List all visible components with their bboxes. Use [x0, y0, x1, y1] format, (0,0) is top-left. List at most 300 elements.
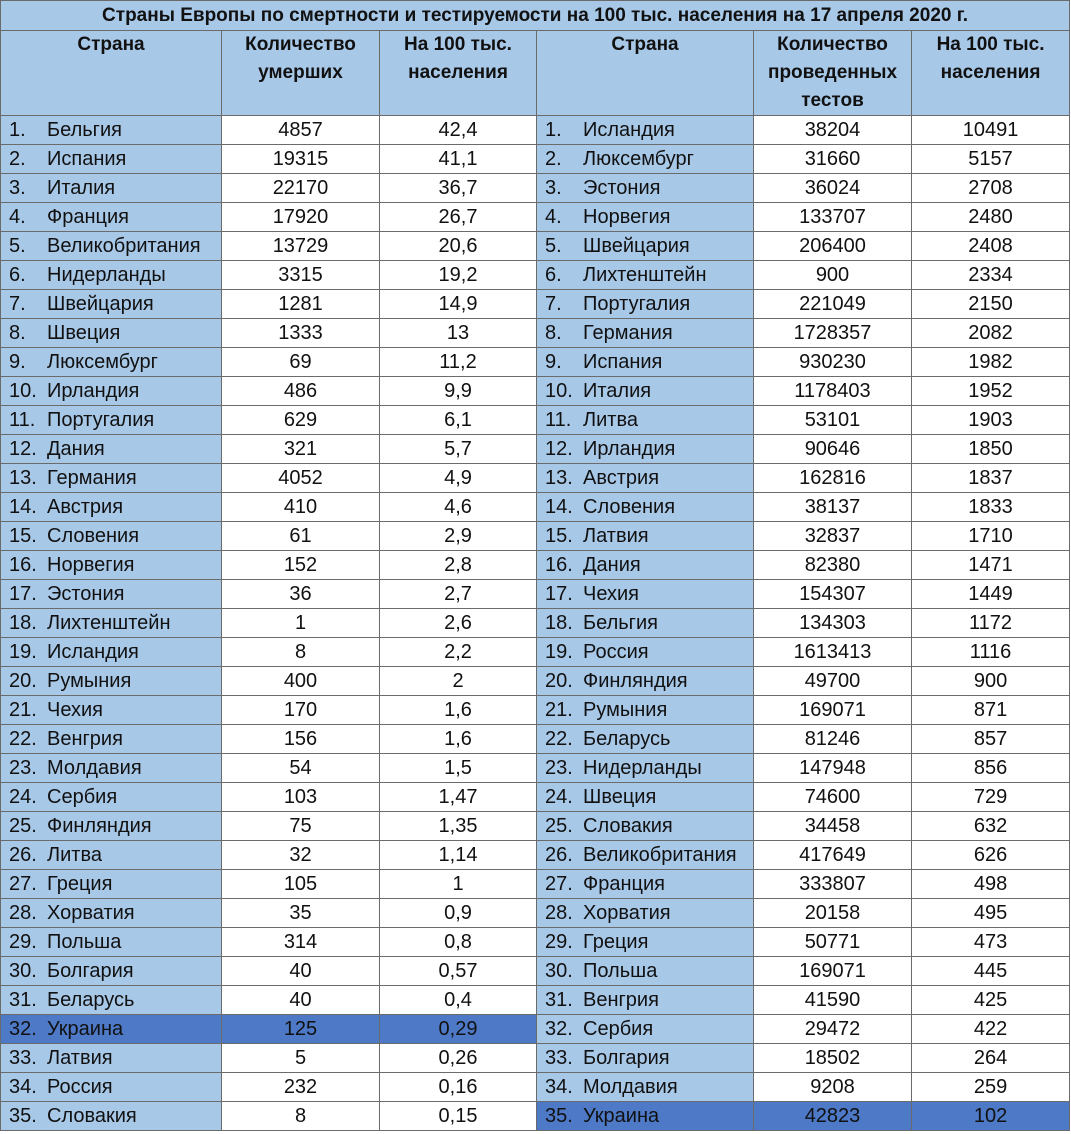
right-country-name: Молдавия [583, 1076, 678, 1098]
right-rank: 30. [545, 960, 573, 982]
left-country-cell [1, 841, 222, 870]
right-per100k-value: 871 [912, 696, 1070, 725]
left-rank: 30. [9, 960, 37, 982]
right-rank: 23. [545, 757, 573, 779]
right-rank: 19. [545, 641, 573, 663]
left-deaths-value: 103 [222, 783, 380, 812]
right-rank: 11. [545, 409, 572, 431]
left-country-name: Литва [47, 844, 102, 866]
left-rank: 6. [9, 264, 26, 286]
left-country-name: Беларусь [47, 989, 135, 1011]
right-country-cell [537, 464, 754, 493]
left-deaths-value: 17920 [222, 203, 380, 232]
left-deaths-value: 40 [222, 957, 380, 986]
left-country-cell [1, 609, 222, 638]
right-country-name: Австрия [583, 467, 660, 489]
right-tests-value: 930230 [754, 348, 912, 377]
table-row [1, 725, 1070, 754]
table-title: Страны Европы по смертности и тестируемости на 100 тыс. населения на 17 апреля 2020 г. [1, 1, 1070, 31]
right-per100k-value: 857 [912, 725, 1070, 754]
table-row [1, 580, 1070, 609]
left-country-name: Лихтенштейн [47, 612, 171, 634]
right-rank: 2. [545, 148, 562, 170]
left-rank: 11. [9, 409, 36, 431]
left-per100k-value: 0,8 [380, 928, 537, 957]
right-per100k-value: 2150 [912, 290, 1070, 319]
left-country-name: Нидерланды [47, 264, 166, 286]
left-rank: 33. [9, 1047, 37, 1069]
left-country-cell [1, 783, 222, 812]
left-country-name: Италия [47, 177, 116, 199]
left-country-cell [1, 174, 222, 203]
left-deaths-value: 61 [222, 522, 380, 551]
left-per100k-value: 2,6 [380, 609, 537, 638]
right-country-cell [537, 783, 754, 812]
right-tests-value: 32837 [754, 522, 912, 551]
right-rank: 27. [545, 873, 573, 895]
left-per100k-value: 0,16 [380, 1073, 537, 1102]
left-rank: 13. [9, 467, 37, 489]
left-country-cell [1, 435, 222, 464]
header-right-country: Страна [537, 31, 754, 116]
right-tests-value: 133707 [754, 203, 912, 232]
right-country-name: Лихтенштейн [583, 264, 707, 286]
left-rank: 10. [9, 380, 37, 402]
left-per100k-value: 1,47 [380, 783, 537, 812]
left-per100k-value: 0,29 [380, 1015, 537, 1044]
right-per100k-value: 729 [912, 783, 1070, 812]
table-row [1, 783, 1070, 812]
table-row [1, 1073, 1070, 1102]
right-rank: 5. [545, 235, 562, 257]
right-per100k-value: 5157 [912, 145, 1070, 174]
left-rank: 23. [9, 757, 37, 779]
left-rank: 12. [9, 438, 37, 460]
right-rank: 13. [545, 467, 573, 489]
table-row [1, 319, 1070, 348]
left-deaths-value: 4052 [222, 464, 380, 493]
left-country-cell [1, 696, 222, 725]
left-country-cell [1, 406, 222, 435]
table-row [1, 812, 1070, 841]
left-country-name: Сербия [47, 786, 118, 808]
right-tests-value: 154307 [754, 580, 912, 609]
right-country-name: Норвегия [583, 206, 671, 228]
left-country-name: Великобритания [47, 235, 201, 257]
right-per100k-value: 259 [912, 1073, 1070, 1102]
left-country-name: Германия [47, 467, 137, 489]
left-deaths-value: 629 [222, 406, 380, 435]
right-rank: 4. [545, 206, 562, 228]
right-rank: 14. [545, 496, 573, 518]
left-rank: 18. [9, 612, 37, 634]
left-per100k-value: 2,8 [380, 551, 537, 580]
table-row [1, 493, 1070, 522]
left-per100k-value: 19,2 [380, 261, 537, 290]
left-per100k-value: 1,5 [380, 754, 537, 783]
table-row [1, 203, 1070, 232]
left-per100k-value: 42,4 [380, 116, 537, 145]
right-country-name: Италия [583, 380, 652, 402]
left-deaths-value: 5 [222, 1044, 380, 1073]
table-row [1, 232, 1070, 261]
left-deaths-value: 170 [222, 696, 380, 725]
right-tests-value: 82380 [754, 551, 912, 580]
left-deaths-value: 36 [222, 580, 380, 609]
left-country-cell [1, 1044, 222, 1073]
left-per100k-value: 0,57 [380, 957, 537, 986]
table-row [1, 435, 1070, 464]
right-rank: 12. [545, 438, 573, 460]
right-per100k-value: 425 [912, 986, 1070, 1015]
left-per100k-value: 4,6 [380, 493, 537, 522]
table-row [1, 841, 1070, 870]
right-tests-value: 206400 [754, 232, 912, 261]
right-country-cell [537, 406, 754, 435]
right-tests-value: 49700 [754, 667, 912, 696]
left-country-name: Словения [47, 525, 140, 547]
left-deaths-value: 486 [222, 377, 380, 406]
right-rank: 6. [545, 264, 562, 286]
right-tests-value: 90646 [754, 435, 912, 464]
left-country-name: Швеция [47, 322, 121, 344]
left-rank: 7. [9, 293, 26, 315]
left-country-name: Люксембург [47, 351, 158, 373]
right-rank: 16. [545, 554, 573, 576]
left-per100k-value: 0,4 [380, 986, 537, 1015]
left-rank: 2. [9, 148, 26, 170]
left-per100k-value: 6,1 [380, 406, 537, 435]
right-per100k-value: 1850 [912, 435, 1070, 464]
left-rank: 25. [9, 815, 37, 837]
header-left-per100k: На 100 тыс. населения [380, 31, 537, 116]
left-deaths-value: 232 [222, 1073, 380, 1102]
right-tests-value: 162816 [754, 464, 912, 493]
left-per100k-value: 1,35 [380, 812, 537, 841]
left-deaths-value: 4857 [222, 116, 380, 145]
left-rank: 28. [9, 902, 37, 924]
right-rank: 17. [545, 583, 573, 605]
right-per100k-value: 1471 [912, 551, 1070, 580]
table-row [1, 1102, 1070, 1131]
table-row [1, 174, 1070, 203]
right-per100k-value: 1449 [912, 580, 1070, 609]
right-country-cell [537, 638, 754, 667]
right-tests-value: 169071 [754, 957, 912, 986]
right-country-cell [537, 609, 754, 638]
right-country-cell [537, 348, 754, 377]
right-country-name: Швейцария [583, 235, 690, 257]
right-per100k-value: 1116 [912, 638, 1070, 667]
right-country-name: Латвия [583, 525, 649, 547]
left-rank: 1. [9, 119, 26, 141]
right-tests-value: 221049 [754, 290, 912, 319]
left-rank: 19. [9, 641, 37, 663]
right-per100k-value: 10491 [912, 116, 1070, 145]
table-row [1, 638, 1070, 667]
left-deaths-value: 1 [222, 609, 380, 638]
right-tests-value: 38204 [754, 116, 912, 145]
right-rank: 22. [545, 728, 573, 750]
left-rank: 22. [9, 728, 37, 750]
left-country-cell [1, 638, 222, 667]
right-rank: 29. [545, 931, 573, 953]
left-country-name: Чехия [47, 699, 104, 721]
right-rank: 18. [545, 612, 573, 634]
table-row [1, 551, 1070, 580]
left-per100k-value: 5,7 [380, 435, 537, 464]
left-per100k-value: 20,6 [380, 232, 537, 261]
left-rank: 8. [9, 322, 26, 344]
left-rank: 31. [9, 989, 37, 1011]
right-country-cell [537, 493, 754, 522]
left-country-cell [1, 290, 222, 319]
right-country-name: Венгрия [583, 989, 659, 1011]
right-country-name: Эстония [583, 177, 661, 199]
table-row [1, 145, 1070, 174]
right-tests-value: 36024 [754, 174, 912, 203]
left-deaths-value: 19315 [222, 145, 380, 174]
left-country-cell [1, 377, 222, 406]
left-country-name: Норвегия [47, 554, 135, 576]
table-row [1, 957, 1070, 986]
table-row [1, 667, 1070, 696]
right-rank: 9. [545, 351, 562, 373]
left-country-name: Эстония [47, 583, 125, 605]
right-tests-value: 333807 [754, 870, 912, 899]
table-row [1, 870, 1070, 899]
table-row [1, 464, 1070, 493]
right-tests-value: 169071 [754, 696, 912, 725]
left-country-name: Бельгия [47, 119, 122, 141]
right-tests-value: 147948 [754, 754, 912, 783]
right-country-cell [537, 580, 754, 609]
left-rank: 29. [9, 931, 37, 953]
right-tests-value: 134303 [754, 609, 912, 638]
right-tests-value: 53101 [754, 406, 912, 435]
left-country-name: Испания [47, 148, 127, 170]
right-country-cell [537, 870, 754, 899]
right-rank: 15. [545, 525, 573, 547]
left-deaths-value: 152 [222, 551, 380, 580]
right-country-name: Беларусь [583, 728, 671, 750]
left-country-name: Словакия [47, 1105, 137, 1127]
right-per100k-value: 1833 [912, 493, 1070, 522]
right-tests-value: 417649 [754, 841, 912, 870]
left-per100k-value: 36,7 [380, 174, 537, 203]
left-country-cell [1, 580, 222, 609]
right-country-cell [537, 1102, 754, 1131]
right-per100k-value: 856 [912, 754, 1070, 783]
left-country-cell [1, 812, 222, 841]
left-deaths-value: 32 [222, 841, 380, 870]
right-country-cell [537, 957, 754, 986]
table-row [1, 754, 1070, 783]
right-per100k-value: 1710 [912, 522, 1070, 551]
left-country-cell [1, 348, 222, 377]
table-row [1, 928, 1070, 957]
right-rank: 7. [545, 293, 562, 315]
left-country-name: Финляндия [47, 815, 152, 837]
left-country-cell [1, 522, 222, 551]
left-country-cell [1, 986, 222, 1015]
right-per100k-value: 2708 [912, 174, 1070, 203]
left-rank: 9. [9, 351, 26, 373]
right-per100k-value: 2408 [912, 232, 1070, 261]
right-country-name: Нидерланды [583, 757, 702, 779]
header-left-deaths: Количество умерших [222, 31, 380, 116]
right-tests-value: 1178403 [754, 377, 912, 406]
left-deaths-value: 400 [222, 667, 380, 696]
table-row [1, 377, 1070, 406]
table-row [1, 116, 1070, 145]
left-country-name: Исландия [47, 641, 139, 663]
left-country-name: Швейцария [47, 293, 154, 315]
left-deaths-value: 54 [222, 754, 380, 783]
right-country-cell [537, 261, 754, 290]
right-country-cell [537, 522, 754, 551]
right-per100k-value: 498 [912, 870, 1070, 899]
right-country-name: Германия [583, 322, 673, 344]
right-country-cell [537, 725, 754, 754]
right-country-cell [537, 1015, 754, 1044]
right-country-name: Словакия [583, 815, 673, 837]
left-country-name: Молдавия [47, 757, 142, 779]
right-country-cell [537, 116, 754, 145]
left-rank: 20. [9, 670, 37, 692]
left-per100k-value: 26,7 [380, 203, 537, 232]
right-country-cell [537, 928, 754, 957]
right-rank: 1. [545, 119, 562, 141]
left-country-name: Греция [47, 873, 113, 895]
table-row [1, 522, 1070, 551]
right-country-name: Украина [583, 1105, 660, 1127]
header-right-tests: Количество проведенных тестов [754, 31, 912, 116]
right-country-cell [537, 1044, 754, 1073]
left-deaths-value: 410 [222, 493, 380, 522]
left-country-name: Венгрия [47, 728, 123, 750]
right-per100k-value: 264 [912, 1044, 1070, 1073]
left-country-cell [1, 1015, 222, 1044]
right-country-name: Польша [583, 960, 658, 982]
left-rank: 34. [9, 1076, 37, 1098]
table-row [1, 1015, 1070, 1044]
left-country-cell [1, 725, 222, 754]
left-rank: 16. [9, 554, 37, 576]
left-country-name: Португалия [47, 409, 155, 431]
left-per100k-value: 0,9 [380, 899, 537, 928]
left-deaths-value: 156 [222, 725, 380, 754]
right-country-cell [537, 899, 754, 928]
left-country-cell [1, 1073, 222, 1102]
right-country-name: Исландия [583, 119, 675, 141]
right-tests-value: 1728357 [754, 319, 912, 348]
right-per100k-value: 1172 [912, 609, 1070, 638]
left-country-name: Польша [47, 931, 122, 953]
right-rank: 24. [545, 786, 573, 808]
left-deaths-value: 8 [222, 638, 380, 667]
left-country-cell [1, 1102, 222, 1131]
left-per100k-value: 1,14 [380, 841, 537, 870]
left-rank: 3. [9, 177, 26, 199]
table-row [1, 609, 1070, 638]
left-deaths-value: 22170 [222, 174, 380, 203]
right-rank: 3. [545, 177, 562, 199]
left-deaths-value: 1281 [222, 290, 380, 319]
right-per100k-value: 900 [912, 667, 1070, 696]
left-country-cell [1, 493, 222, 522]
left-rank: 15. [9, 525, 37, 547]
right-country-name: Испания [583, 351, 663, 373]
right-country-cell [537, 1073, 754, 1102]
left-per100k-value: 4,9 [380, 464, 537, 493]
left-country-name: Ирландия [47, 380, 140, 402]
right-country-name: Греция [583, 931, 649, 953]
left-rank: 27. [9, 873, 37, 895]
left-deaths-value: 69 [222, 348, 380, 377]
right-country-name: Румыния [583, 699, 668, 721]
left-deaths-value: 3315 [222, 261, 380, 290]
left-country-name: Россия [47, 1076, 113, 1098]
right-per100k-value: 445 [912, 957, 1070, 986]
right-tests-value: 81246 [754, 725, 912, 754]
table-row [1, 696, 1070, 725]
left-country-name: Австрия [47, 496, 124, 518]
left-country-cell [1, 754, 222, 783]
right-rank: 26. [545, 844, 573, 866]
left-country-cell [1, 551, 222, 580]
right-country-cell [537, 754, 754, 783]
right-country-cell [537, 435, 754, 464]
right-per100k-value: 626 [912, 841, 1070, 870]
right-per100k-value: 2082 [912, 319, 1070, 348]
left-rank: 5. [9, 235, 26, 257]
right-country-name: Франция [583, 873, 665, 895]
right-tests-value: 900 [754, 261, 912, 290]
left-deaths-value: 314 [222, 928, 380, 957]
left-deaths-value: 1333 [222, 319, 380, 348]
right-tests-value: 31660 [754, 145, 912, 174]
table-row [1, 899, 1070, 928]
left-per100k-value: 11,2 [380, 348, 537, 377]
right-country-cell [537, 232, 754, 261]
right-per100k-value: 102 [912, 1102, 1070, 1131]
right-country-cell [537, 551, 754, 580]
left-deaths-value: 13729 [222, 232, 380, 261]
left-per100k-value: 2,2 [380, 638, 537, 667]
right-rank: 32. [545, 1018, 573, 1040]
right-tests-value: 74600 [754, 783, 912, 812]
right-tests-value: 20158 [754, 899, 912, 928]
left-country-cell [1, 232, 222, 261]
left-deaths-value: 75 [222, 812, 380, 841]
right-per100k-value: 2334 [912, 261, 1070, 290]
left-country-cell [1, 261, 222, 290]
right-rank: 28. [545, 902, 573, 924]
right-country-name: Люксембург [583, 148, 694, 170]
right-country-cell [537, 290, 754, 319]
right-country-name: Россия [583, 641, 649, 663]
right-country-cell [537, 319, 754, 348]
left-per100k-value: 2,9 [380, 522, 537, 551]
table-row [1, 348, 1070, 377]
left-country-name: Латвия [47, 1047, 113, 1069]
left-country-name: Хорватия [47, 902, 135, 924]
right-country-name: Литва [583, 409, 638, 431]
left-country-cell [1, 928, 222, 957]
table-row [1, 986, 1070, 1015]
right-per100k-value: 1952 [912, 377, 1070, 406]
